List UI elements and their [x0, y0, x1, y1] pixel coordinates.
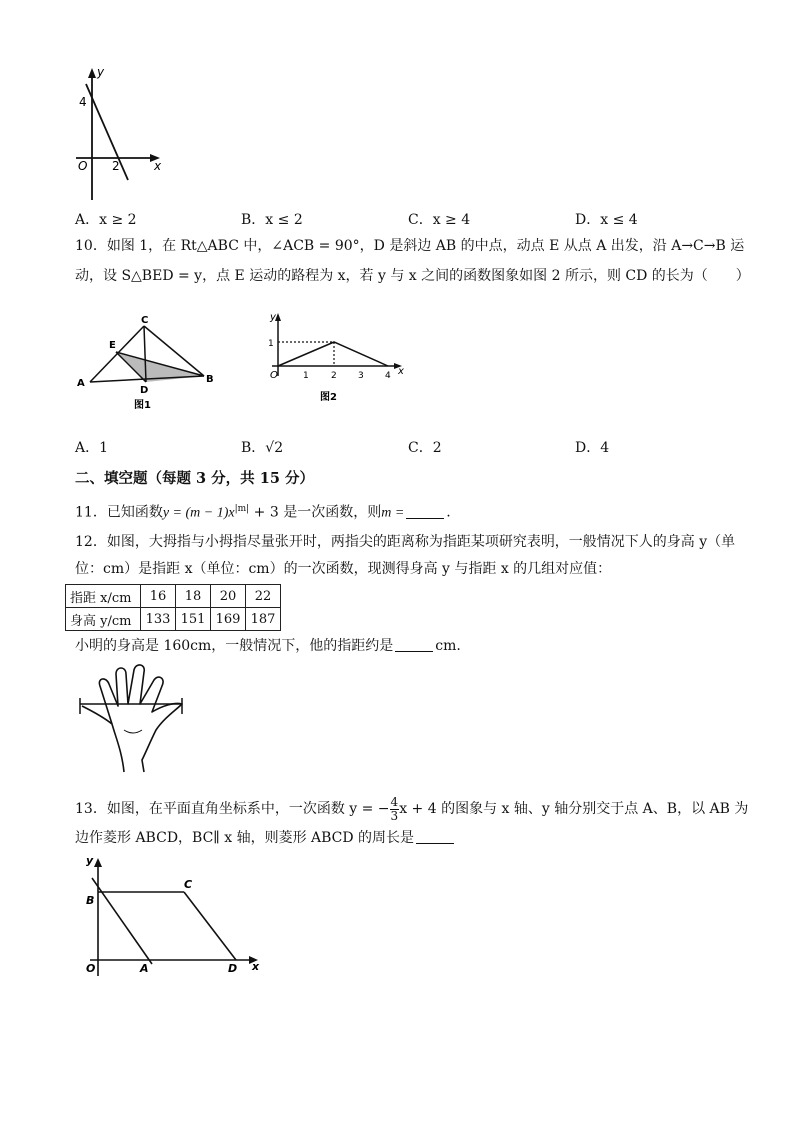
q9-graph [68, 62, 178, 202]
table-cell: 169 [211, 608, 246, 631]
q9-y-arrow [88, 68, 96, 78]
q12-line3-unit: cm. [435, 638, 461, 654]
q10-option-c: C．2 [408, 440, 442, 456]
q12-line3 [75, 636, 461, 656]
q10-fig2-function [278, 342, 388, 366]
q13-frac-denominator: 3 [390, 808, 399, 823]
q10-fig2-origin: O [270, 370, 278, 381]
q10-fig2-xtick-2: 2 [331, 371, 337, 381]
q11-end: . [446, 504, 451, 521]
q10-line2: 动，设 S△BED = y，点 E 运动的路程为 x，若 y 与 x 之间的函数图象如图 2 所示，则 CD 的长为（ ） [75, 268, 750, 284]
section-heading-fill-in: 二、填空题（每题 3 分，共 15 分） [75, 470, 314, 487]
q10-option-d: D．4 [575, 440, 610, 456]
q13-label-x: x [252, 960, 260, 973]
q13-line-ab [92, 878, 152, 964]
table-cell: 22 [246, 585, 281, 608]
q10-fig2-xtick-1: 1 [303, 371, 309, 381]
table-cell: 133 [141, 608, 176, 631]
q9-x-label: x [154, 159, 162, 173]
q10-fig2-xtick-4: 4 [385, 371, 391, 381]
table-cell: 16 [141, 585, 176, 608]
q10-label-d: D [140, 385, 149, 396]
q12-line2: 位：cm）是指距 x（单位：cm）的一次函数，现测得身高 y 与指距 x 的几组对应值： [75, 561, 612, 577]
q9-option-b: B．x ≤ 2 [241, 212, 303, 228]
q10-label-c: C [141, 315, 149, 326]
q11-answer-blank[interactable] [406, 504, 444, 519]
q13-line2-text: 边作菱形 ABCD，BC∥ x 轴，则菱形 ABCD 的周长是 [75, 830, 415, 846]
q11-suffix: + 3 是一次函数，则 [249, 504, 382, 521]
q13-label-d: D [228, 962, 238, 975]
q13-label-o: O [86, 962, 96, 975]
hand-outline [82, 665, 182, 772]
table-row [66, 585, 281, 608]
q10-fig2-x-label: x [398, 366, 404, 377]
q13-answer-blank[interactable] [416, 829, 454, 844]
q10-label-b: B [206, 374, 214, 385]
q11-exponent: |m| [234, 504, 250, 514]
q10-fig2-ytick-1: 1 [268, 339, 274, 349]
q12-table [65, 584, 281, 631]
q10-option-a: A．1 [75, 440, 109, 456]
q11-formula: y = (m − 1)x [162, 505, 235, 521]
q13-fraction [390, 796, 400, 823]
q10-label-a: A [77, 378, 85, 389]
q10-fig2-caption: 图2 [320, 392, 337, 403]
q13-label-y: y [86, 854, 94, 867]
q13-side-cd [184, 892, 236, 960]
q13-line1-text-a: 13．如图，在平面直角坐标系中，一次函数 y = − [75, 801, 390, 817]
table-cell: 187 [246, 608, 281, 631]
q9-x-intercept-label: 2 [112, 159, 120, 173]
q11-var: m = [381, 505, 405, 521]
q10-fig2-xtick-3: 3 [358, 371, 364, 381]
q12-hand-illustration [72, 660, 192, 776]
q12-line1: 12．如图，大拇指与小拇指尽量张开时，两指尖的距离称为指距某项研究表明，一般情况下人的身高 y（单 [75, 534, 736, 550]
q10-shaded-triangle [116, 352, 204, 382]
q9-y-label: y [97, 65, 105, 79]
q9-y-intercept-label: 4 [79, 95, 87, 109]
table-cell: 151 [176, 608, 211, 631]
q10-label-e: E [109, 340, 116, 351]
table-row-label: 身高 y/cm [66, 608, 141, 631]
q13-frac-numerator: 4 [390, 794, 399, 809]
q13-label-c: C [184, 878, 193, 891]
q10-option-b: B．√2 [241, 440, 284, 456]
q13-line1-text-b: x + 4 的图象与 x 轴、y 轴分别交于点 A、B，以 AB 为 [399, 801, 749, 817]
hand-crease [124, 730, 142, 733]
q9-option-a: A．x ≥ 2 [75, 212, 137, 228]
table-cell: 20 [211, 585, 246, 608]
q10-figure1 [72, 312, 222, 412]
q13-y-arrow [94, 858, 102, 867]
table-row-label: 指距 x/cm [66, 585, 141, 608]
q13-line1 [75, 791, 748, 827]
q13-line2 [75, 828, 456, 848]
q12-answer-blank[interactable] [395, 637, 433, 652]
q10-fig2-y-label: y [270, 312, 276, 323]
q9-option-d: D．x ≤ 4 [575, 212, 638, 228]
q10-figure2 [258, 308, 418, 410]
q11-prefix: 11．已知函数 [75, 504, 163, 521]
table-row [66, 608, 281, 631]
q11-line [75, 499, 451, 524]
table-cell: 18 [176, 585, 211, 608]
q9-origin-label: O [78, 159, 88, 173]
q10-fig1-caption: 图1 [134, 400, 151, 411]
q9-option-c: C．x ≥ 4 [408, 212, 471, 228]
q13-label-a: A [140, 962, 149, 975]
q13-graph [80, 852, 270, 982]
q13-label-b: B [86, 894, 95, 907]
q12-line3-text: 小明的身高是 160cm，一般情况下，他的指距约是 [75, 638, 394, 654]
q10-line1: 10．如图 1，在 Rt△ABC 中，∠ACB = 90°，D 是斜边 AB 的中点，动点 E 从点 A 出发，沿 A→C→B 运 [75, 238, 745, 254]
